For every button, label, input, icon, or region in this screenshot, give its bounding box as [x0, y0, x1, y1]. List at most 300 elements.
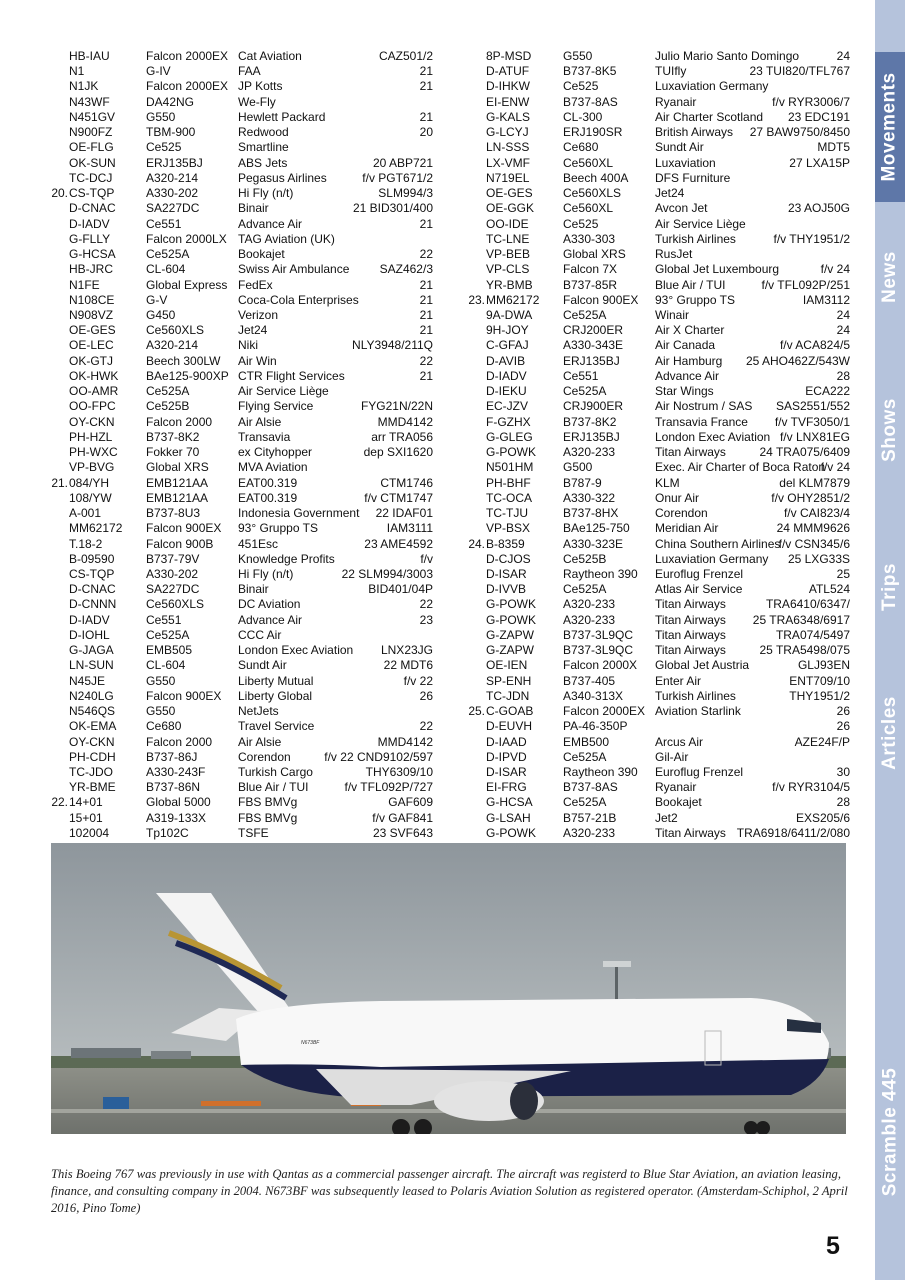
movement-type: Falcon 2000	[146, 414, 213, 429]
movement-row	[48, 354, 433, 369]
movement-callsign: CTM1746	[380, 475, 433, 490]
movement-type: A330-323E	[563, 536, 624, 551]
sidebar-tab-label: Trips	[879, 563, 900, 611]
movement-type: CRJ900ER	[563, 399, 624, 414]
movement-reg: G-LCYJ	[486, 125, 529, 140]
movement-operator: EAT00.319	[238, 475, 298, 490]
movement-row	[48, 506, 433, 521]
movement-callsign: f/v LNX81EG	[779, 429, 850, 444]
movement-callsign: IAM3112	[802, 292, 850, 307]
movement-type: Ce560XL	[563, 201, 614, 216]
movement-operator: MVA Aviation	[238, 460, 308, 475]
movement-row	[48, 156, 433, 171]
movement-row	[465, 735, 850, 750]
movement-reg: 8P-MSD	[486, 49, 532, 63]
movement-operator: DFS Furniture	[655, 170, 731, 185]
sidebar-tab-trips[interactable]	[875, 552, 905, 622]
movement-type: PA-46-350P	[563, 719, 628, 734]
movement-callsign: TRA074/5497	[775, 627, 850, 642]
movement-callsign: 24	[836, 49, 850, 63]
movement-callsign: f/v THY1951/2	[773, 231, 850, 246]
movement-row	[465, 826, 850, 841]
movement-row	[48, 552, 433, 567]
movement-type: Ce680	[146, 719, 182, 734]
movement-type: A320-233	[563, 597, 616, 612]
movement-row	[465, 582, 850, 597]
movement-type: B737-8AS	[563, 780, 618, 795]
movement-callsign: EXS205/6	[795, 810, 850, 825]
movement-row	[465, 125, 850, 140]
movement-reg: B-8359	[486, 536, 525, 551]
movement-type: Ce525A	[146, 384, 190, 399]
movement-operator: TAG Aviation (UK)	[238, 231, 335, 246]
movement-type: Falcon 900B	[146, 536, 214, 551]
movement-callsign: SAS2551/552	[775, 399, 850, 414]
movement-row	[465, 780, 850, 795]
movement-callsign: 25 LXG33S	[787, 551, 850, 566]
movement-operator: 93° Gruppo TS	[238, 521, 318, 536]
movement-operator: Verizon	[238, 307, 279, 322]
movement-row	[465, 750, 850, 765]
movement-operator: Air Alsie	[238, 414, 282, 429]
movement-operator: Julio Mario Santo Domingo	[655, 49, 800, 63]
movement-row	[48, 247, 433, 262]
sidebar-tab-shows[interactable]	[875, 395, 905, 465]
movement-row	[465, 399, 850, 414]
movement-reg: TC-JDO	[69, 765, 113, 780]
movement-operator: Sundt Air	[655, 140, 704, 155]
movement-type: Ce551	[563, 368, 599, 383]
sidebar-tab-movements[interactable]	[875, 52, 905, 202]
movement-reg: EI-FRG	[486, 780, 527, 795]
movement-row	[465, 415, 850, 430]
movement-row	[465, 278, 850, 293]
movement-row	[48, 597, 433, 612]
movement-reg: N719EL	[486, 170, 530, 185]
movement-type: Tp102C	[146, 825, 189, 840]
movement-callsign: 23 EDC191	[787, 109, 850, 124]
movement-operator: Binair	[238, 201, 269, 216]
movement-operator: EAT00.319	[238, 490, 298, 505]
movement-callsign: 23 SVF643	[372, 825, 433, 840]
movement-type: Raytheon 390	[563, 566, 638, 581]
movement-callsign: FYG21N/22N	[360, 399, 433, 414]
movement-callsign: 25 AHO462Z/543W	[745, 353, 850, 368]
movement-reg: N45JE	[69, 673, 106, 688]
movement-reg: VP-BEB	[486, 247, 531, 262]
movement-reg: 102004	[69, 825, 110, 840]
movement-date: 24.	[468, 536, 485, 551]
movement-operator: Air X Charter	[655, 323, 725, 338]
movement-reg: G-HCSA	[69, 247, 116, 262]
movement-reg: D-IHKW	[486, 79, 530, 94]
movement-type: Ce560XLS	[146, 323, 205, 338]
movements-right-column	[465, 49, 850, 841]
movement-operator: Exec. Air Charter of Boca Raton	[655, 460, 826, 475]
movement-callsign: THY1951/2	[789, 688, 850, 703]
movement-row	[465, 674, 850, 689]
movement-type: B737-8K2	[563, 414, 617, 429]
movement-reg: OK-SUN	[69, 155, 116, 170]
sidebar-tab-label: Articles	[879, 696, 901, 770]
movement-reg: LX-VMF	[486, 155, 531, 170]
movement-operator: JP Kotts	[238, 79, 283, 94]
movement-operator: Air Nostrum / SAS	[655, 399, 753, 414]
movement-row	[48, 567, 433, 582]
movement-reg: 084/YH	[69, 475, 110, 490]
movement-row	[465, 506, 850, 521]
movement-operator: Onur Air	[655, 490, 700, 505]
movement-type: TBM-900	[146, 125, 196, 140]
movement-callsign: 24 TRA075/6409	[759, 445, 850, 460]
movement-operator: Luxaviation	[655, 155, 716, 170]
movement-row	[48, 232, 433, 247]
movement-type: ERJ190SR	[563, 125, 623, 140]
movement-row	[48, 613, 433, 628]
movement-reg: 9A-DWA	[486, 307, 533, 322]
movement-callsign: 20 ABP721	[372, 155, 433, 170]
movement-operator: Jet24	[655, 186, 685, 201]
movement-reg: OK-GTJ	[69, 353, 113, 368]
movement-operator: Aviation Starlink	[655, 704, 741, 719]
movement-callsign: THY6309/10	[365, 765, 433, 780]
movement-callsign: LNX23JG	[380, 643, 433, 658]
movement-date: 25.	[468, 704, 485, 719]
movement-operator: Turkish Cargo	[238, 765, 313, 780]
movement-row	[48, 537, 433, 552]
movement-row	[465, 232, 850, 247]
photo-caption: This Boeing 767 was previously in use with Qantas as a commercial passenger aircraft. The aircraft was registerd to Blue Star Aviation, an aviation leasing, finance, and consulting company in 2004. N673BF was subsequently leased to Polaris Aviation Solution as registered operator. (Amsterdam-Schiphol, 2 April 2016, Pino Tome)	[51, 1167, 848, 1215]
movement-type: Global Express	[146, 277, 228, 292]
movement-callsign: 26	[836, 704, 850, 719]
movement-callsign: 21	[419, 307, 433, 322]
movement-reg: PH-HZL	[69, 429, 113, 444]
movement-reg: TC-JDN	[486, 688, 530, 703]
movement-operator: Redwood	[238, 125, 289, 140]
movement-reg: D-IADV	[69, 612, 110, 627]
movement-row	[48, 704, 433, 719]
movement-callsign: 21	[419, 216, 433, 231]
movement-operator: Air Canada	[655, 338, 716, 353]
movement-operator: Ryanair	[655, 780, 697, 795]
movement-type: Falcon 2000	[146, 734, 213, 749]
movement-type: Ce525A	[563, 384, 607, 399]
movement-reg: SP-ENH	[486, 673, 532, 688]
movement-type: A330-343E	[563, 338, 624, 353]
movement-operator: Meridian Air	[655, 521, 719, 536]
movement-row	[465, 171, 850, 186]
movement-reg: D-ISAR	[486, 566, 527, 581]
movement-type: A330-202	[146, 186, 199, 201]
movement-row	[48, 79, 433, 94]
movement-reg: OK-HWK	[69, 368, 119, 383]
movement-row	[48, 308, 433, 323]
movement-reg: MM62172	[69, 521, 123, 536]
movement-callsign: ECA222	[805, 384, 850, 399]
movement-reg: N240LG	[69, 688, 114, 703]
movement-callsign: 26	[419, 688, 433, 703]
movement-type: Ce525A	[563, 749, 607, 764]
movement-row	[465, 201, 850, 216]
movement-reg: G-KALS	[486, 109, 531, 124]
movement-row	[48, 186, 433, 201]
sidebar-tab-label: Shows	[879, 398, 901, 462]
movement-callsign: f/v 22	[403, 673, 433, 688]
movement-operator: Binair	[238, 582, 269, 597]
movement-reg: YR-BME	[69, 780, 116, 795]
movement-reg: D-ISAR	[486, 765, 527, 780]
movement-operator: Transavia France	[655, 414, 748, 429]
movement-operator: Advance Air	[655, 368, 720, 383]
movement-row	[48, 125, 433, 140]
movement-callsign: TRA6918/6411/2/080	[736, 825, 850, 840]
movement-type: Ce525	[563, 79, 599, 94]
movement-operator: Turkish Airlines	[655, 688, 736, 703]
movement-callsign: 21	[419, 368, 433, 383]
movement-type: Falcon 900EX	[146, 688, 222, 703]
movement-type: Falcon 2000EX	[146, 49, 229, 63]
movement-reg: D-CNAC	[69, 582, 116, 597]
movement-row	[465, 293, 850, 308]
movement-type: Ce525A	[146, 247, 190, 262]
movement-row	[465, 384, 850, 399]
movement-operator: Titan Airways	[655, 445, 726, 460]
movement-type: Ce525A	[563, 307, 607, 322]
movement-type: BAe125-900XP	[146, 368, 229, 383]
movement-type: B737-405	[563, 673, 616, 688]
movement-reg: OO-AMR	[69, 384, 119, 399]
movement-row	[48, 110, 433, 125]
movement-reg: G-FLLY	[69, 231, 111, 246]
movement-reg: OY-CKN	[69, 734, 115, 749]
movement-row	[48, 719, 433, 734]
movement-callsign: 23	[419, 612, 433, 627]
movement-row	[465, 140, 850, 155]
movement-callsign: f/v GAF841	[372, 810, 433, 825]
movement-callsign: 20	[419, 125, 433, 140]
movement-row	[48, 415, 433, 430]
movement-type: Ce525B	[563, 551, 607, 566]
movement-operator: Turkish Airlines	[655, 231, 736, 246]
movement-type: G500	[563, 460, 593, 475]
movement-reg: G-ZAPW	[486, 627, 534, 642]
movement-type: A320-214	[146, 170, 199, 185]
movement-operator: FBS BMVg	[238, 810, 298, 825]
movement-row	[465, 156, 850, 171]
movement-row	[465, 445, 850, 460]
movement-row	[48, 384, 433, 399]
movement-row	[465, 110, 850, 125]
movement-type: B787-9	[563, 475, 602, 490]
movement-row	[48, 811, 433, 826]
movement-operator: Smartline	[238, 140, 289, 155]
movement-callsign: f/v TFL092P/251	[761, 277, 850, 292]
movement-operator: Hi Fly (n/t)	[238, 566, 294, 581]
movement-reg: OE-IEN	[486, 658, 528, 673]
movement-operator: London Exec Aviation	[238, 643, 354, 658]
movement-operator: NetJets	[238, 704, 279, 719]
movement-row	[48, 293, 433, 308]
movement-reg: D-IEKU	[486, 384, 527, 399]
movement-date: 23.	[468, 292, 485, 307]
movement-operator: TSFE	[238, 825, 269, 840]
movement-callsign: f/v 24	[820, 262, 850, 277]
movement-reg: OE-GES	[486, 186, 533, 201]
movement-type: Global 5000	[146, 795, 211, 810]
movement-type: Ce560XL	[563, 155, 614, 170]
movement-callsign: 25 TRA6348/6917	[752, 612, 850, 627]
movement-reg: OE-GES	[69, 323, 116, 338]
movement-callsign: 22 SLM994/3003	[341, 566, 433, 581]
movement-reg: TC-TJU	[486, 506, 528, 521]
movement-type: Ce551	[146, 612, 182, 627]
movement-operator: CTR Flight Services	[238, 368, 345, 383]
movement-row	[48, 171, 433, 186]
movement-reg: N108CE	[69, 292, 115, 307]
movement-row	[48, 765, 433, 780]
movement-operator: FBS BMVg	[238, 795, 298, 810]
movement-operator: Euroflug Frenzel	[655, 566, 744, 581]
movement-callsign: 30	[836, 765, 850, 780]
movement-row	[465, 476, 850, 491]
movement-operator: Luxaviation Germany	[655, 551, 769, 566]
movement-row	[465, 323, 850, 338]
movement-operator: Cat Aviation	[238, 49, 302, 63]
movement-row	[465, 552, 850, 567]
movement-type: A330-322	[563, 490, 616, 505]
movement-operator: Atlas Air Service	[655, 582, 743, 597]
movement-row	[48, 49, 433, 64]
movement-operator: Titan Airways	[655, 612, 726, 627]
movement-reg: D-CNAC	[69, 201, 116, 216]
movement-type: G-V	[146, 292, 168, 307]
movement-type: B737-3L9QC	[563, 627, 634, 642]
movement-reg: N546QS	[69, 704, 116, 719]
sidebar-tab-articles[interactable]	[875, 688, 905, 778]
movement-row	[48, 689, 433, 704]
movement-operator: KLM	[655, 475, 680, 490]
movement-operator: Arcus Air	[655, 734, 704, 749]
movement-operator: Global Jet Luxembourg	[655, 262, 780, 277]
movement-callsign: NLY3948/211Q	[352, 338, 433, 353]
movement-row	[465, 186, 850, 201]
movement-reg: G-POWK	[486, 597, 536, 612]
movement-operator: Advance Air	[238, 216, 303, 231]
movement-row	[465, 369, 850, 384]
movement-operator: Jet24	[238, 323, 268, 338]
movement-callsign: 22 IDAF01	[375, 506, 433, 521]
movement-row	[465, 64, 850, 79]
movement-row	[48, 780, 433, 795]
movement-reg: G-POWK	[486, 612, 536, 627]
movement-reg: N451GV	[69, 109, 116, 124]
movement-operator: Niki	[238, 338, 258, 353]
movement-row	[465, 795, 850, 810]
movement-reg: F-GZHX	[486, 414, 531, 429]
movement-type: Beech 400A	[563, 170, 629, 185]
movement-row	[465, 765, 850, 780]
movement-operator: British Airways	[655, 125, 734, 140]
movement-reg: 14+01	[69, 795, 103, 810]
movement-operator: Jet2	[655, 810, 678, 825]
movement-type: A320-214	[146, 338, 199, 353]
movement-reg: D-IADV	[486, 368, 527, 383]
movement-row	[465, 354, 850, 369]
movement-callsign: 21	[419, 323, 433, 338]
movement-type: B737-86N	[146, 780, 201, 795]
movement-operator: China Southern Airlines	[655, 536, 781, 551]
movement-callsign: MMD4142	[377, 414, 433, 429]
sidebar-tab-news[interactable]	[875, 232, 905, 322]
movement-reg: D-AVIB	[486, 353, 526, 368]
movement-type: B737-85R	[563, 277, 618, 292]
movement-reg: 108/YW	[69, 490, 112, 505]
movement-row	[465, 689, 850, 704]
movement-type: Ce525B	[146, 399, 190, 414]
movement-type: A330-303	[563, 231, 616, 246]
movement-operator: Titan Airways	[655, 627, 726, 642]
movement-type: EMB121AA	[146, 490, 209, 505]
movement-reg: N501HM	[486, 460, 534, 475]
movement-type: Global XRS	[563, 247, 626, 262]
movement-type: A330-243F	[146, 765, 206, 780]
movement-reg: G-JAGA	[69, 643, 114, 658]
movement-row	[48, 278, 433, 293]
movement-type: Ce560XLS	[146, 597, 205, 612]
movement-reg: G-HCSA	[486, 795, 533, 810]
movement-callsign: f/v 22 CND9102/597	[324, 749, 433, 764]
movement-type: ERJ135BJ	[563, 353, 620, 368]
movement-date: 22.	[51, 795, 68, 810]
page-number: 5	[826, 1232, 840, 1260]
movement-row	[465, 95, 850, 110]
movement-reg: N900FZ	[69, 125, 113, 140]
movement-row	[48, 338, 433, 353]
movement-reg: G-POWK	[486, 445, 536, 460]
movement-reg: 15+01	[69, 810, 103, 825]
movement-reg: G-POWK	[486, 825, 536, 840]
movement-operator: Titan Airways	[655, 643, 726, 658]
movement-operator: Avcon Jet	[655, 201, 708, 216]
movement-row	[48, 643, 433, 658]
movement-operator: Winair	[655, 307, 690, 322]
movement-operator: Blue Air / TUI	[655, 277, 726, 292]
movements-left-column	[48, 49, 433, 841]
movement-row	[48, 674, 433, 689]
movement-operator: Hi Fly (n/t)	[238, 186, 294, 201]
movement-reg: HB-JRC	[69, 262, 113, 277]
movement-date: 20.	[51, 186, 68, 201]
movement-type: G550	[146, 673, 176, 688]
movement-operator: Air Hamburg	[655, 353, 723, 368]
movement-type: G550	[563, 49, 593, 63]
movement-row	[48, 582, 433, 597]
movement-type: G550	[146, 109, 176, 124]
movement-callsign: 23 TUI820/TFL767	[749, 64, 850, 79]
movement-row	[465, 658, 850, 673]
movement-reg: C-GFAJ	[486, 338, 529, 353]
movement-type: DA42NG	[146, 94, 195, 109]
movement-callsign: 25 TRA5498/075	[759, 643, 850, 658]
movement-row	[48, 521, 433, 536]
movement-type: A319-133X	[146, 810, 207, 825]
movement-operator: Air Service Liège	[655, 216, 746, 231]
movement-type: CL-604	[146, 262, 186, 277]
movement-reg: EI-ENW	[486, 94, 530, 109]
movement-type: Ce560XLS	[563, 186, 622, 201]
movement-callsign: 23 AME4592	[364, 536, 433, 551]
movement-reg: G-LSAH	[486, 810, 531, 825]
